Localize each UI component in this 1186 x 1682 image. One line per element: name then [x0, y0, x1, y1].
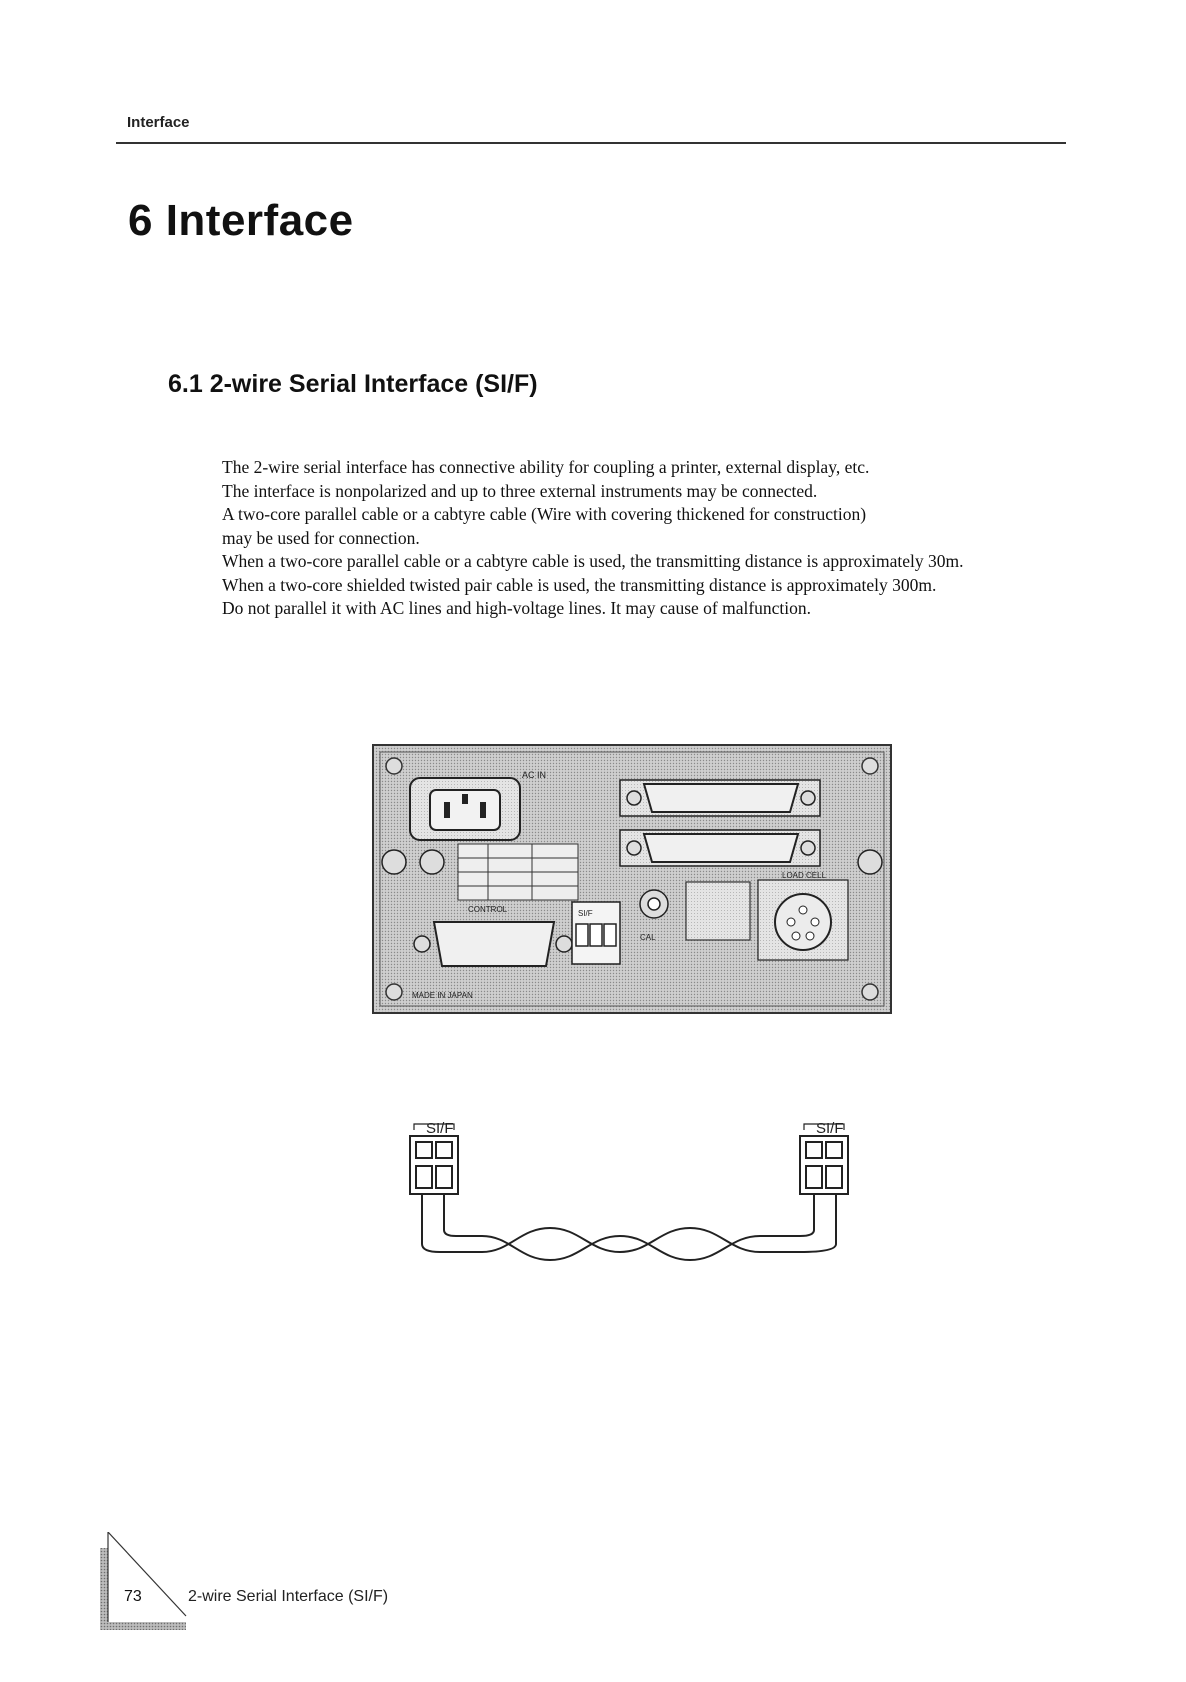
body-line: A two-core parallel cable or a cabtyre cable (Wire with covering thickened for construction)	[222, 504, 867, 524]
page-number: 73	[124, 1588, 142, 1605]
running-header: Interface	[127, 114, 190, 131]
footer-tab-graphic	[100, 1532, 220, 1632]
sif-label-right: SI/F	[816, 1120, 844, 1137]
load-cell-connector-icon	[758, 880, 848, 960]
twisted-pair-cable	[422, 1194, 836, 1260]
spec-label-plate	[686, 882, 750, 940]
section-body	[222, 456, 1082, 621]
made-in-label: MADE IN JAPAN	[412, 991, 473, 1000]
ac-in-label: AC IN	[522, 770, 547, 780]
cal-label: CAL	[640, 933, 656, 942]
section-title: 6.1 2-wire Serial Interface (SI/F)	[168, 370, 538, 398]
voltage-table	[458, 844, 578, 900]
ac-inlet-icon	[410, 778, 520, 840]
sif-terminal-left-icon	[410, 1136, 458, 1194]
sif-label-left: SI/F	[426, 1120, 454, 1137]
body-line: When a two-core shielded twisted pair cable is used, the transmitting distance is approximately 300m.	[222, 574, 937, 595]
control-label: CONTROL	[468, 905, 508, 914]
sif-panel-label: SI/F	[578, 909, 593, 918]
rear-panel-figure	[372, 744, 892, 1014]
body-line: Do not parallel it with AC lines and high-voltage lines. It may cause of malfunction.	[222, 598, 812, 618]
sif-cable-diagram	[400, 1110, 860, 1280]
header-rule	[116, 142, 1066, 144]
body-line: The 2-wire serial interface has connective ability for coupling a printer, external display, etc.	[222, 457, 870, 477]
body-line: When a two-core parallel cable or a cabtyre cable is used, the transmitting distance is approximately 30m.	[222, 551, 964, 571]
bnc-connector-icon	[640, 890, 668, 918]
db-connector-icon	[620, 780, 820, 816]
load-cell-label: LOAD CELL	[782, 871, 827, 880]
body-line: The interface is nonpolarized and up to three external instruments may be connected.	[222, 480, 818, 501]
footer-section-title: 2-wire Serial Interface (SI/F)	[188, 1588, 389, 1605]
body-line: may be used for connection.	[222, 527, 420, 548]
chapter-title: 6 Interface	[128, 196, 354, 245]
sif-terminal-right-icon	[800, 1136, 848, 1194]
db-connector-icon	[620, 830, 820, 866]
